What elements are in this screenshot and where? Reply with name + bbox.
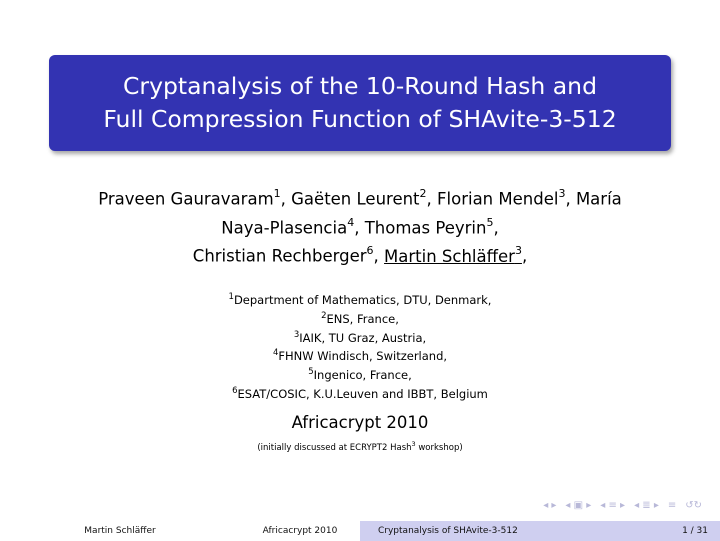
footer-event: Africacrypt 2010 — [240, 521, 360, 541]
workshop-note: (initially discussed at ECRYPT2 Hash$^3$ workshop) — [257, 440, 463, 453]
author-line-1: Praveen Gauravaram$^1$, Gaëten Leurent$^2$, Florian Mendel$^3$, María — [98, 187, 622, 209]
author-affil-mark: 2 — [419, 187, 427, 200]
conference-name: Africacrypt 2010 — [291, 413, 429, 432]
title-line-2: Full Compression Function of SHAvite-3-512 — [103, 105, 617, 133]
author-name-part: María — [575, 189, 622, 209]
nav-frame-icon[interactable]: ◂ ▣ ▸ — [565, 500, 592, 511]
author-name: Gaëten Leurent — [291, 189, 420, 209]
affiliation-item: $^6$ESAT/COSIC, K.U.Leuven and IBBT, Belgium — [232, 386, 488, 401]
author-affil-mark: 6 — [366, 244, 374, 257]
author-name: Christian Rechberger — [192, 246, 367, 266]
nav-subsection-icon[interactable]: ◂ ≡ ▸ — [600, 500, 626, 511]
author-name: Florian Mendel — [437, 189, 559, 209]
nav-menu-icon[interactable]: ≡ — [667, 500, 677, 511]
beamer-nav-bar — [543, 500, 702, 511]
author-line-2: Naya-Plasencia$^4$, Thomas Peyrin$^5$, — [221, 215, 499, 237]
presenter-name: Martin Schläffer$^3$ — [384, 244, 522, 266]
footer-title: Cryptanalysis of SHAvite-3-512 — [360, 521, 600, 541]
affiliation-item: $^2$ENS, France, — [321, 310, 399, 326]
footer-bar — [0, 521, 720, 541]
author-name: Thomas Peyrin — [364, 218, 487, 237]
nav-search-icon[interactable]: ↺↻ — [685, 500, 702, 511]
affiliation-list — [0, 289, 720, 402]
affiliation-item: $^3$IAIK, TU Graz, Austria, — [293, 329, 427, 345]
author-list — [0, 183, 720, 269]
footer-author: Martin Schläffer — [0, 521, 240, 541]
author-name: Praveen Gauravaram — [98, 189, 274, 209]
author-affil-mark: 5 — [486, 215, 494, 229]
nav-section-icon[interactable]: ◂ ≣ ▸ — [634, 500, 659, 511]
author-affil-mark: 1 — [273, 187, 281, 200]
author-affil-mark: 3 — [514, 244, 522, 257]
nav-first-icon[interactable]: ◂ ▸ — [543, 500, 557, 511]
footer-page: 1 / 31 — [600, 521, 720, 541]
author-affil-mark: 4 — [347, 215, 355, 229]
title-box — [49, 55, 671, 151]
affiliation-item: $^4$FHNW Windisch, Switzerland, — [272, 348, 448, 364]
author-name-part: Naya-Plasencia — [221, 218, 348, 237]
title-line-1: Cryptanalysis of the 10-Round Hash and — [123, 72, 597, 100]
author-affil-mark: 3 — [558, 187, 566, 200]
author-line-3: Christian Rechberger$^6$, Martin Schläffer$^3$, — [192, 244, 528, 266]
affiliation-item: $^5$Ingenico, France, — [308, 367, 412, 383]
affiliation-item: $^1$Department of Mathematics, DTU, Denmark, — [228, 292, 492, 307]
